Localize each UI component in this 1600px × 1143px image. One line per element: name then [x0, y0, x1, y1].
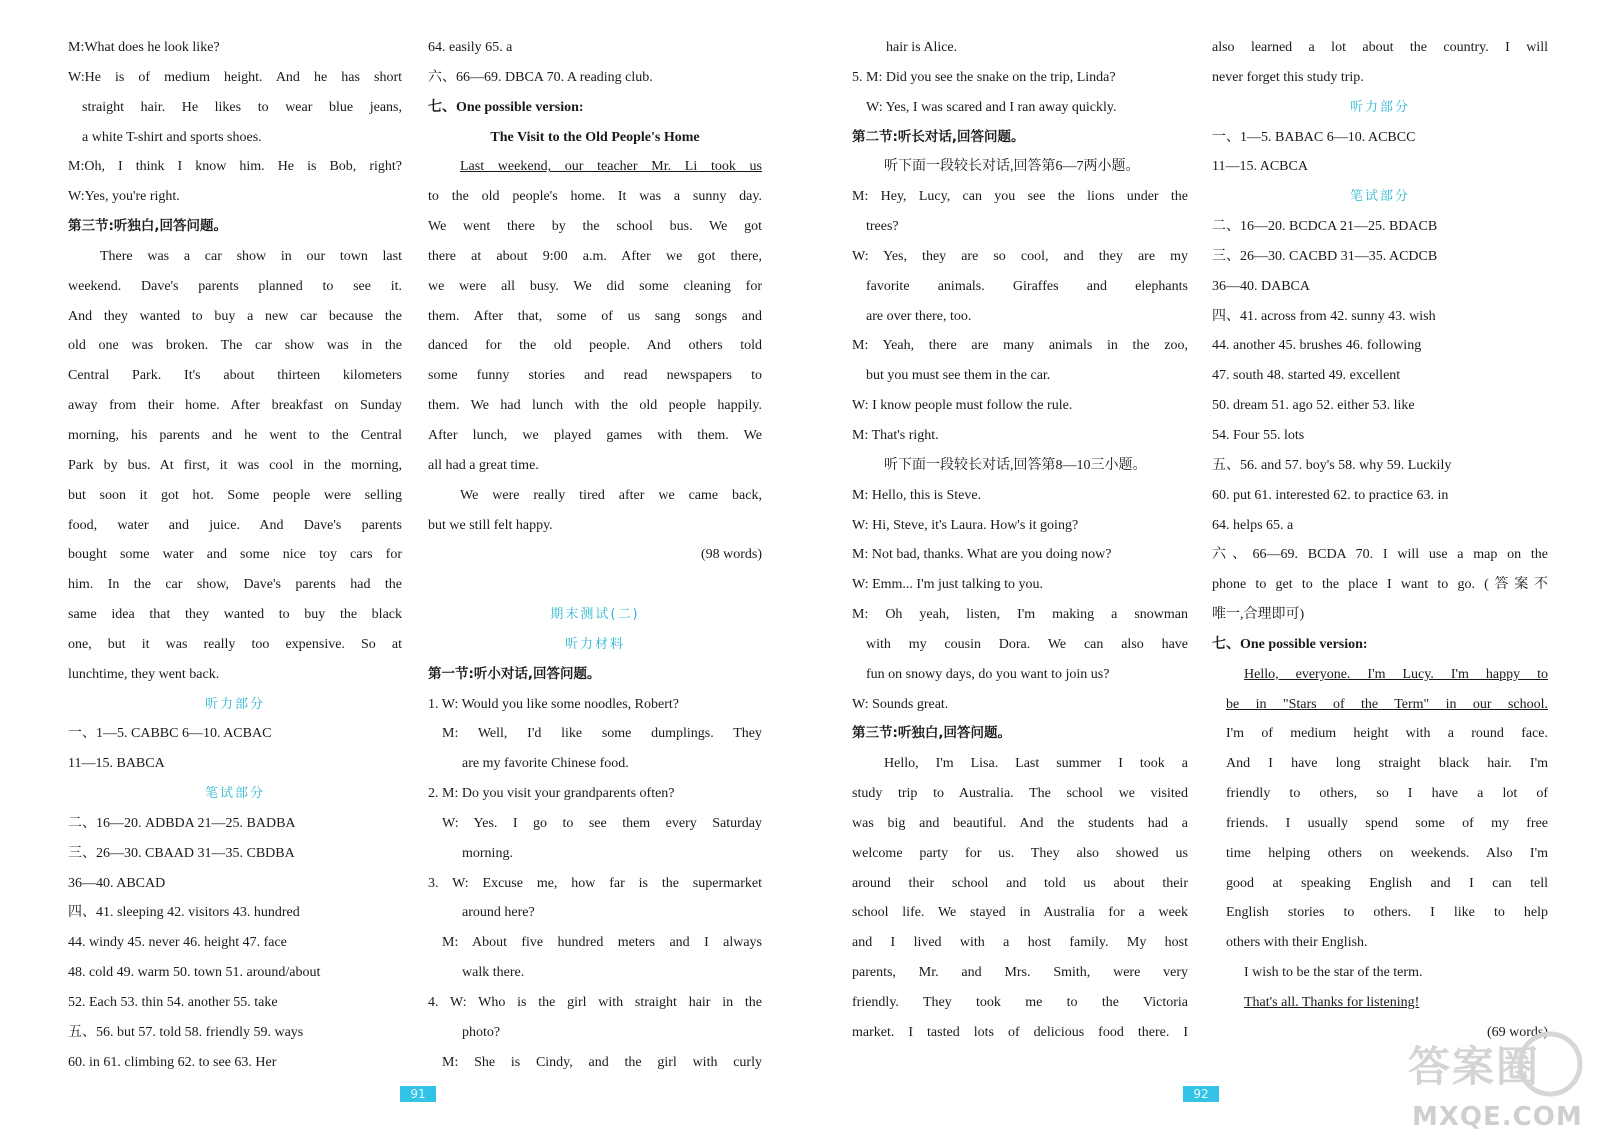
text-line: M:Oh, I think I know him. He is Bob, right? [68, 159, 402, 175]
text-line: 3. W: Excuse me, how far is the supermarket [428, 875, 762, 891]
text-line: but you must see them in the car. [866, 368, 1051, 384]
text-line [428, 570, 762, 600]
text-line: danced for the old people. And others told [428, 338, 762, 354]
watermark-bottom-text: MXQE.COM [1412, 1102, 1583, 1132]
text-line: 5. M: Did you see the snake on the trip, Linda? [852, 69, 1116, 85]
text-line: old one was broken. The car show was in the [68, 338, 402, 354]
text-line: 44. another 45. brushes 46. following [1212, 338, 1422, 354]
text-line: 一、1—5. CABBC 6—10. ACBAC [68, 726, 272, 742]
text-line: was big and beautiful. And the students had a [852, 815, 1188, 831]
text-line: English stories to others. I like to help [1226, 905, 1548, 921]
text-line: M:What does he look like? [68, 40, 220, 55]
text-line: others with their English. [1226, 935, 1368, 951]
text-line: around their school and told us about their [852, 875, 1188, 891]
text-line: 三、26—30. CBAAD 31—35. CBDBA [68, 845, 295, 861]
text-line: welcome party for us. They also showed us [852, 845, 1188, 861]
text-line: W: I know people must follow the rule. [852, 398, 1073, 414]
text-line: one, but it was really too expensive. So at [68, 636, 402, 652]
text-line: 六、66—69. BCDA 70. I will use a map on the [1212, 547, 1548, 563]
text-line: 36—40. DABCA [1212, 278, 1311, 294]
text-line: M: Yeah, there are many animals in the zoo, [852, 338, 1188, 354]
column-2 [428, 33, 762, 1078]
text-line: favorite animals. Giraffes and elephants [866, 278, 1188, 294]
text-line: morning. [462, 845, 513, 861]
text-line: good at speaking English and I can tell [1226, 875, 1548, 891]
text-line: M: Well, I'd like some dumplings. They [442, 726, 762, 742]
text-line: 三、26—30. CACBD 31—35. ACDCB [1212, 248, 1438, 264]
text-line: never forget this study trip. [1212, 69, 1364, 85]
text-line: 54. Four 55. lots [1212, 427, 1305, 443]
text-line: with my cousin Dora. We can also have [866, 636, 1188, 652]
text-line: market. I tasted lots of delicious food there. I [852, 1024, 1188, 1040]
text-line: 48. cold 49. warm 50. town 51. around/about [68, 965, 321, 981]
text-line: I wish to be the star of the term. [1244, 965, 1423, 981]
text-line: lunchtime, they went back. [68, 666, 220, 682]
watermark-top-text: 答案圈 [1408, 1042, 1541, 1091]
text-line: around here? [462, 905, 535, 921]
text-line: school life. We stayed in Australia for a week [852, 905, 1188, 921]
text-line: M: Not bad, thanks. What are you doing now? [852, 547, 1112, 563]
text-line: M: Hello, this is Steve. [852, 487, 982, 503]
text-line: are over there, too. [866, 308, 972, 324]
text-line: food, water and juice. And Dave's parents [68, 517, 402, 533]
text-line: W: Emm... I'm just talking to you. [852, 577, 1043, 593]
text-line: M: She is Cindy, and the girl with curly [442, 1054, 762, 1070]
text-line: 七、One possible version: [428, 99, 584, 115]
text-line: 2. M: Do you visit your grandparents often? [428, 786, 675, 802]
text-line: 4. W: Who is the girl with straight hair in the [428, 995, 762, 1010]
text-line: friendly to others, so I have a lot of [1226, 786, 1548, 802]
text-line: friendly. They took me to the Victoria [852, 995, 1188, 1010]
text-line: 第三节:听独白,回答问题。 [852, 725, 1012, 742]
text-line: W: Yes. I go to see them every Saturday [442, 815, 762, 831]
text-line: 47. south 48. started 49. excellent [1212, 368, 1401, 384]
text-line: 听力部分 [204, 696, 265, 712]
text-line: some funny stories and read newspapers to [428, 368, 762, 384]
text-line: trees? [866, 219, 899, 235]
text-line: W:Yes, you're right. [68, 189, 180, 205]
text-line: 36—40. ABCAD [68, 875, 166, 891]
text-line: Last weekend, our teacher Mr. Li took us [460, 159, 762, 175]
text-line: 期末测试(二) [550, 607, 640, 623]
text-line: 64. helps 65. a [1212, 517, 1294, 533]
text-line: M: About five hundred meters and I always [442, 935, 762, 951]
text-line: phone to get to the place I want to go. (答案不 [1212, 577, 1548, 593]
text-line: friends. I usually spend some of my free [1226, 815, 1548, 831]
text-line: Hello, everyone. I'm Lucy. I'm happy to [1244, 666, 1548, 682]
text-line: That's all. Thanks for listening! [1244, 995, 1420, 1010]
text-line: (69 words) [1486, 1024, 1548, 1040]
text-line: 五、56. and 57. boy's 58. why 59. Luckily [1212, 457, 1452, 473]
text-line: 50. dream 51. ago 52. either 53. like [1212, 398, 1415, 414]
column-3 [852, 33, 1188, 1048]
text-line: and I lived with a host family. My host [852, 935, 1188, 951]
text-line: weekend. Dave's parents planned to see it. [68, 278, 402, 294]
text-line: 七、One possible version: [1212, 636, 1368, 652]
text-line: 第二节:听长对话,回答问题。 [852, 128, 1025, 145]
text-line: bought some water and some nice toy cars for [68, 547, 402, 563]
text-line: 11—15. BABCA [68, 756, 165, 772]
text-line: also learned a lot about the country. I will [1212, 40, 1548, 55]
text-line: W: Hi, Steve, it's Laura. How's it going? [852, 517, 1079, 533]
text-line: 笔试部分 [204, 786, 265, 802]
text-line: but we still felt happy. [428, 517, 553, 533]
text-line: are my favorite Chinese food. [462, 756, 629, 772]
text-line: 60. in 61. climbing 62. to see 63. Her [68, 1054, 277, 1070]
text-line: 44. windy 45. never 46. height 47. face [68, 935, 287, 951]
page-number-left: 91 [400, 1086, 436, 1102]
text-line: away from their home. After breakfast on Sunday [68, 398, 402, 414]
watermark-logo [1400, 1026, 1595, 1138]
text-line: 五、56. but 57. told 58. friendly 59. ways [68, 1024, 304, 1040]
text-line: 听力材料 [564, 636, 625, 652]
text-line: 笔试部分 [1349, 189, 1410, 205]
text-line: 二、16—20. BCDCA 21—25. BDACB [1212, 219, 1438, 235]
text-line: to the old people's home. It was a sunny day. [428, 189, 762, 205]
text-line: a white T-shirt and sports shoes. [82, 129, 262, 145]
text-line: 听下面一段较长对话,回答第6—7两小题。 [884, 159, 1140, 175]
text-line: be in "Stars of the Term" in our school. [1226, 696, 1548, 712]
text-line: 一、1—5. BABAC 6—10. ACBCC [1212, 129, 1416, 145]
text-line: There was a car show in our town last [100, 248, 402, 264]
text-line: photo? [462, 1024, 501, 1040]
column-4 [1212, 33, 1548, 1048]
text-line: 第三节:听独白,回答问题。 [68, 218, 228, 235]
text-line: 听下面一段较长对话,回答第8—10三小题。 [884, 457, 1147, 473]
text-line: M: Hey, Lucy, can you see the lions under the [852, 189, 1188, 205]
text-line: study trip to Australia. The school we visited [852, 786, 1188, 802]
text-line: all had a great time. [428, 457, 539, 473]
text-line: Park by bus. At first, it was cool in the morning, [68, 457, 402, 473]
text-line: parents, Mr. and Mrs. Smith, were very [852, 965, 1188, 981]
text-line: M: That's right. [852, 427, 939, 443]
text-line: 四、41. sleeping 42. visitors 43. hundred [68, 905, 300, 921]
text-line: (98 words) [700, 547, 762, 563]
text-line: him. In the car show, Dave's parents had the [68, 577, 402, 593]
text-line: After lunch, we played games with them. We [428, 427, 762, 443]
page-number-right: 92 [1183, 1086, 1219, 1102]
text-line: them. We had lunch with the old people happily. [428, 398, 762, 414]
text-line: M: Oh yeah, listen, I'm making a snowman [852, 607, 1188, 623]
text-line: 64. easily 65. a [428, 40, 513, 55]
text-line: 60. put 61. interested 62. to practice 63. in [1212, 487, 1449, 503]
text-line: 1. W: Would you like some noodles, Robert? [428, 696, 679, 712]
text-line: fun on snowy days, do you want to join us? [866, 666, 1110, 682]
text-line: 听力部分 [1349, 99, 1410, 115]
text-line: And they wanted to buy a new car because the [68, 308, 402, 324]
text-line: I'm of medium height with a round face. [1226, 726, 1548, 742]
text-line: 四、41. across from 42. sunny 43. wish [1212, 308, 1436, 324]
text-line: 六、66—69. DBCA 70. A reading club. [428, 69, 653, 85]
text-line: 52. Each 53. thin 54. another 55. take [68, 995, 278, 1010]
text-line: same idea that they wanted to buy the black [68, 607, 402, 623]
text-line: 唯一,合理即可) [1212, 607, 1305, 623]
text-line: W: Yes, they are so cool, and they are my [852, 248, 1188, 264]
text-line: Hello, I'm Lisa. Last summer I took a [884, 756, 1188, 772]
text-line: The Visit to the Old People's Home [490, 129, 700, 145]
text-line: W:He is of medium height. And he has short [68, 69, 402, 85]
text-line: straight hair. He likes to wear blue jeans, [82, 99, 402, 115]
text-line: we were all busy. We did some cleaning for [428, 278, 762, 294]
text-line: 第一节:听小对话,回答问题。 [428, 665, 601, 682]
text-line: there at about 9:00 a.m. After we got there, [428, 248, 762, 264]
text-line: 11—15. ACBCA [1212, 159, 1308, 175]
text-line: We went there by the school bus. We got [428, 219, 762, 235]
text-line: time helping others on weekends. Also I'm [1226, 845, 1548, 861]
text-line: Central Park. It's about thirteen kilometers [68, 368, 402, 384]
text-line: them. After that, some of us sang songs and [428, 308, 762, 324]
text-line: walk there. [462, 965, 525, 981]
text-line: hair is Alice. [886, 40, 958, 55]
text-line: And I have long straight black hair. I'm [1226, 756, 1548, 772]
text-line: morning, his parents and he went to the Central [68, 427, 402, 443]
column-1 [68, 33, 402, 1078]
text-line: W: Yes, I was scared and I ran away quickly. [866, 99, 1117, 115]
text-line: 二、16—20. ADBDA 21—25. BADBA [68, 815, 296, 831]
text-line: We were really tired after we came back, [460, 487, 762, 503]
text-line: W: Sounds great. [852, 696, 949, 712]
text-line: but soon it got hot. Some people were selling [68, 487, 402, 503]
